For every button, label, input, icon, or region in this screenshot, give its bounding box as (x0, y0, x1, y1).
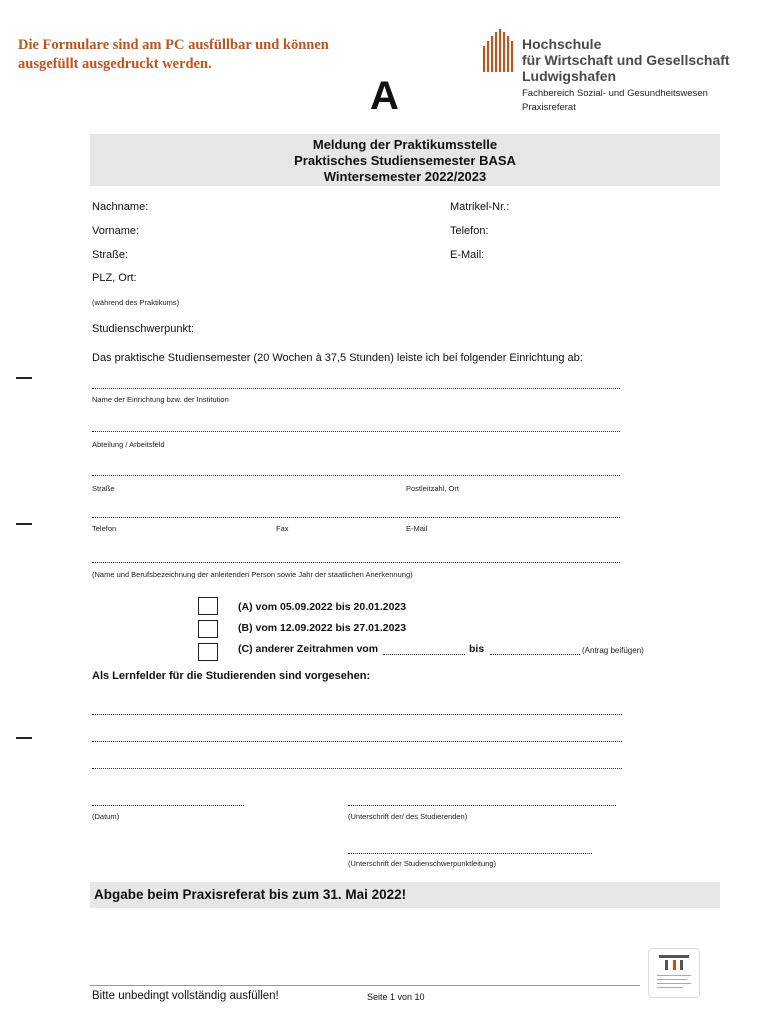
matrikel-field[interactable]: Matrikel-Nr.: (450, 201, 510, 213)
institution-contact-input[interactable] (92, 517, 620, 518)
deadline-banner: Abgabe beim Praxisreferat bis zum 31. Mai 2022! (90, 882, 720, 908)
lernfelder-line-1[interactable] (92, 714, 622, 715)
option-c-bis-label: bis (469, 643, 485, 655)
anleitung-label: (Name und Berufsbezeichnung der anleitenden Person sowie Jahr der staatlichen Anerkennung) (92, 570, 413, 579)
department (522, 87, 708, 115)
institution-name-label: Name der Einrichtung bzw. der Institution (92, 395, 229, 404)
lernfelder-heading: Als Lernfelder für die Studierenden sind vorgesehen: (92, 670, 371, 682)
datum-label: (Datum) (92, 812, 120, 821)
student-signature-input[interactable] (348, 805, 616, 806)
studienschwerpunkt-field[interactable]: Studienschwerpunkt: (92, 323, 195, 335)
abteilung-label: Abteilung / Arbeitsfeld (92, 440, 165, 449)
institution-plz-label: Postleitzahl, Ort (406, 484, 459, 493)
option-c-from-input[interactable] (383, 654, 465, 655)
anleitung-input[interactable] (92, 562, 620, 563)
page-number: Seite 1 von 10 (367, 992, 425, 1002)
institution-fax-label: Fax (276, 524, 289, 533)
notice-line-1: Die Formulare sind am PC ausfüllbar und können (18, 37, 329, 53)
title-line-1: Meldung der Praktikumsstelle (312, 137, 498, 152)
fold-mark (16, 377, 32, 379)
university-name-line-2: für Wirtschaft und Gesellschaft (522, 52, 730, 68)
fold-mark (16, 523, 32, 525)
plz-ort-field[interactable]: PLZ, Ort: (92, 272, 137, 284)
lernfelder-line-3[interactable] (92, 768, 622, 769)
seal-icon (649, 949, 699, 997)
fold-mark (16, 737, 32, 739)
institution-name-input[interactable] (92, 388, 620, 389)
telefon-field[interactable]: Telefon: (450, 225, 489, 237)
email-field[interactable]: E-Mail: (450, 249, 485, 261)
intro-text: Das praktische Studiensemester (20 Wochen à 37,5 Stunden) leiste ich bei folgender Einrichtung ab: (92, 352, 583, 364)
waehrend-note: (während des Praktikums) (92, 298, 180, 307)
student-signature-label: (Unterschrift der/ des Studierenden) (348, 812, 468, 821)
university-logo-icon (482, 28, 518, 74)
university-name (522, 36, 730, 84)
title-line-2: Praktisches Studiensemester BASA (294, 153, 516, 168)
option-a-checkbox[interactable] (198, 597, 218, 615)
institution-telefon-label: Telefon (92, 524, 117, 533)
leitung-signature-label: (Unterschrift der Studienschwerpunktleitung) (348, 859, 496, 868)
university-name-line-3: Ludwigshafen (522, 68, 617, 84)
footer-reminder: Bitte unbedingt vollständig ausfüllen! (92, 990, 279, 1002)
institution-address-input[interactable] (92, 475, 620, 476)
option-c-note: (Antrag beifügen) (582, 646, 644, 655)
strasse-field[interactable]: Straße: (92, 249, 129, 261)
option-b-checkbox[interactable] (198, 620, 218, 638)
institution-strasse-label: Straße (92, 484, 115, 493)
abteilung-input[interactable] (92, 431, 620, 432)
notice-line-2: ausgefüllt ausgedruckt werden. (18, 56, 212, 72)
form-title (90, 134, 720, 186)
leitung-signature-input[interactable] (348, 853, 592, 854)
university-name-line-1: Hochschule (522, 36, 602, 52)
department-line-1: Fachbereich Sozial- und Gesundheitswesen (522, 88, 708, 99)
datum-input[interactable] (92, 805, 244, 806)
title-line-3: Wintersemester 2022/2023 (323, 169, 487, 184)
lernfelder-line-2[interactable] (92, 741, 622, 742)
nachname-field[interactable]: Nachname: (92, 201, 149, 213)
option-c-start-label: (C) anderer Zeitrahmen vom (238, 643, 379, 655)
option-c-to-input[interactable] (490, 654, 580, 655)
option-a-label: (A) vom 05.09.2022 bis 20.01.2023 (238, 601, 407, 613)
certification-seal (648, 948, 700, 998)
vorname-field[interactable]: Vorname: (92, 225, 140, 237)
option-c-checkbox[interactable] (198, 643, 218, 661)
footer-divider (90, 985, 640, 986)
institution-email-label: E-Mail (406, 524, 428, 533)
form-fillable-notice (18, 36, 378, 74)
form-letter: A (370, 74, 399, 118)
option-b-label: (B) vom 12.09.2022 bis 27.01.2023 (238, 622, 407, 634)
department-line-2: Praxisreferat (522, 102, 576, 113)
